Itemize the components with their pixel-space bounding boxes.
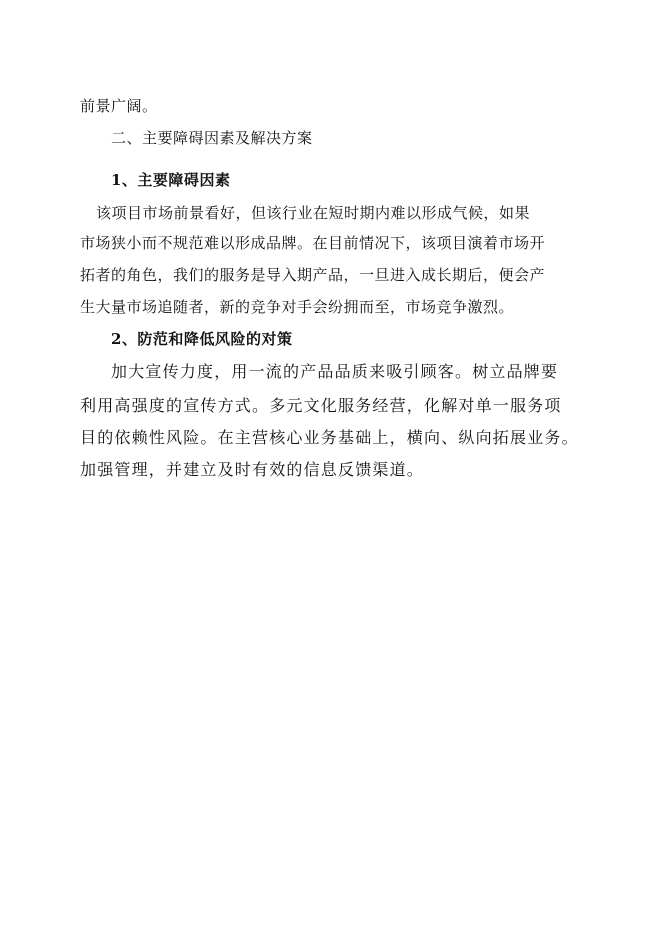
section-heading: 二、主要障碍因素及解决方案	[111, 129, 313, 147]
obstacles-line-3: 拓者的角色，我们的服务是导入期产品，一旦进入成长期后，便会产	[80, 266, 546, 284]
paragraph-intro-ending: 前景广阔。	[80, 97, 158, 115]
countermeasures-line-4: 加强管理，并建立及时有效的信息反馈渠道。	[80, 460, 425, 479]
countermeasures-line-1: 加大宣传力度，用一流的产品品质来吸引顾客。树立品牌要	[111, 362, 559, 381]
countermeasures-line-3: 目的依赖性风险。在主营核心业务基础上，横向、纵向拓展业务。	[80, 428, 579, 447]
obstacles-line-1: 该项目市场前景看好，但该行业在短时期内难以形成气候，如果	[96, 204, 531, 222]
subheading-obstacles: 1、主要障碍因素	[111, 171, 231, 189]
subheading-countermeasures: 2、防范和降低风险的对策	[111, 330, 293, 348]
countermeasures-line-2: 利用高强度的宣传方式。多元文化服务经营，化解对单一服务项	[80, 396, 562, 415]
obstacles-line-4: 生大量市场追随者，新的竞争对手会纷拥而至，市场竞争激烈。	[80, 298, 515, 316]
obstacles-line-2: 市场狭小而不规范难以形成品牌。在目前情况下，该项目演着市场开	[80, 234, 546, 252]
